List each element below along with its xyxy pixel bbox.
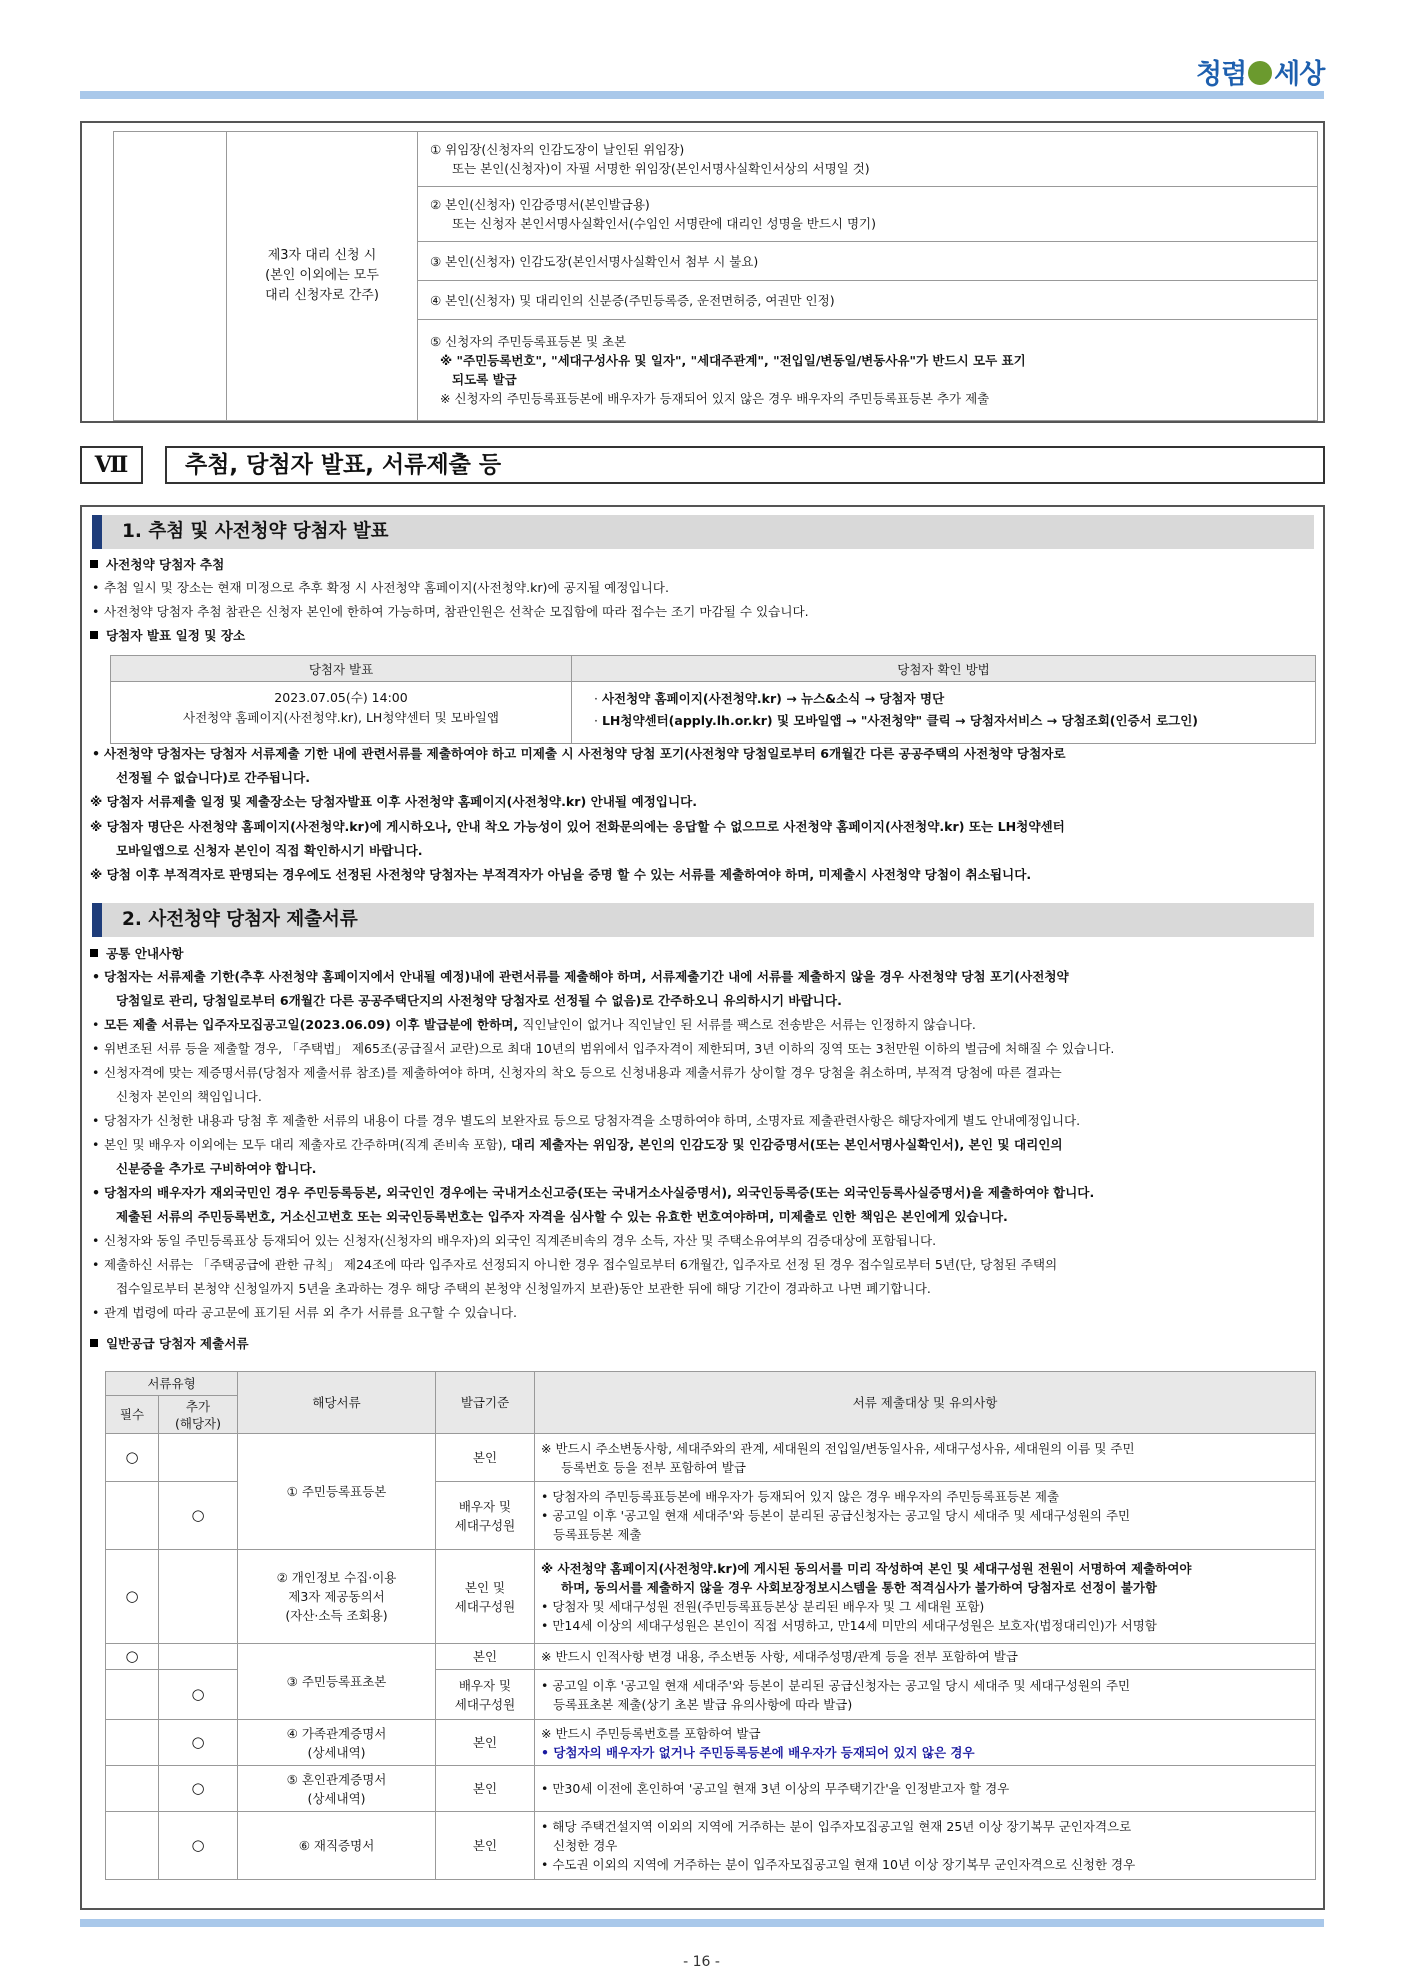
s2-p9b: 접수일로부터 본청약 신청일까지 5년을 초과하는 경우 해당 주택의 본청약 신청일까지 보관)동안 보관한 뒤에 해당 기간이 경과하고 나면 폐기합니다. — [116, 1281, 931, 1296]
col-notes: 서류 제출대상 및 유의사항 — [535, 1372, 1316, 1434]
announce-date-cell: 2023.07.05(수) 14:00 사전청약 홈페이지(사전청약.kr), LH청약센터 및 모바일앱 — [111, 682, 572, 744]
announce-method-cell: · 사전청약 홈페이지(사전청약.kr) → 뉴스&소식 → 당첨자 명단 · LH청약센터(apply.lh.or.kr) 및 모바일앱 → "사전청약" 클릭 → 당첨자서비스 → 당첨조회(인증서 로그인) — [572, 682, 1316, 744]
col-document: 해당서류 — [238, 1372, 436, 1434]
documents-table — [105, 1371, 1316, 1880]
s2-heading-docs: 일반공급 당첨자 제출서류 — [90, 1334, 249, 1354]
col-additional: 추가 (해당자) — [159, 1396, 238, 1434]
footer-bar — [80, 1919, 1324, 1927]
s2-p3: • 위변조된 서류 등을 제출할 경우, 「주택법」 제65조(공급질서 교란)으로 최대 10년의 범위에서 입주자격이 제한되며, 3년 이하의 징역 또는 3천만원 이하의 벌금에 처해질 수 있습니다. — [90, 1039, 1114, 1059]
section-title: 추첨, 당첨자 발표, 서류제출 등 — [165, 446, 1325, 484]
s1-note-3a: ※ 당첨자 명단은 사전청약 홈페이지(사전청약.kr)에 게시하오나, 안내 착오 가능성이 있어 전화문의에는 응답할 수 없으므로 사전청약 홈페이지(사전청약.kr) 또는 LH청약센터 — [90, 819, 1065, 834]
s2-p6a: • 본인 및 배우자 이외에는 모두 대리 제출자로 간주하며(직계 존비속 포함), 대리 제출자는 위임장, 본인의 인감도장 및 인감증명서(또는 본인서명사실확인서), 본인 및 대리인의 — [90, 1135, 1063, 1155]
logo-mark-icon — [1248, 61, 1272, 85]
s2-p5: • 당첨자가 신청한 내용과 당첨 후 제출한 서류의 내용이 다를 경우 별도의 보완자료 등으로 당첨자격을 소명하여야 하며, 소명자료 제출관련사항은 해당자에게 별도 안내예정입니다. — [90, 1111, 1080, 1131]
logo: 청렴 세상 — [1196, 59, 1325, 90]
r3-note-1: ※ 반드시 인적사항 변경 내용, 주소변동 사항, 세대주성명/관계 등을 전부 포함하여 발급 — [535, 1644, 1316, 1670]
header-bar — [80, 91, 1324, 99]
s1-bullet-2: • 사전청약 당첨자 추첨 참관은 신청자 본인에 한하여 가능하며, 참관인원은 선착순 모집함에 따라 접수는 조기 마감될 수 있습니다. — [90, 602, 809, 622]
r3-document: ③ 주민등록표초본 — [238, 1644, 436, 1720]
r2-required: ○ — [106, 1550, 159, 1644]
s2-p2: • 모든 제출 서류는 입주자모집공고일(2023.06.09) 이후 발급분에 한하며, 직인날인이 없거나 직인날인 된 서류를 팩스로 전송받은 서류는 인정하지 않습니다. — [90, 1015, 976, 1035]
r4-notes: ※ 반드시 주민등록번호를 포함하여 발급 • 당첨자의 배우자가 없거나 주민등록등본에 배우자가 등재되어 있지 않은 경우 — [535, 1720, 1316, 1766]
r3-issue-self: 본인 — [436, 1644, 535, 1670]
s2-p7a: • 당첨자의 배우자가 재외국민인 경우 주민등록등본, 외국인인 경우에는 국내거소신고증(또는 국내거소사실증명서), 외국인등록증(또는 외국인등록사실증명서)을 제출하여야 합니다. — [90, 1183, 1094, 1203]
announce-table — [110, 655, 1316, 744]
page-number: - 16 - — [683, 1954, 720, 1970]
s2-p7b: 제출된 서류의 주민등록번호, 거소신고번호 또는 외국인등록번호는 입주자 자격을 심사할 수 있는 유효한 번호여야하며, 미제출로 인한 책임은 본인에게 있습니다. — [116, 1209, 1008, 1224]
subsection-1-title: 1. 추첨 및 사전청약 당첨자 발표 — [92, 515, 1314, 549]
r5-additional: ○ — [159, 1766, 238, 1812]
proxy-item-5: ⑤ 신청자의 주민등록표등본 및 초본 ※ "주민등록번호", "세대구성사유 및 일자", "세대주관계", "전입일/변동일/변동사유"가 반드시 모두 표기 되도록 발급 ※ 신청자의 주민등록표등본에 배우자가 등재되어 있지 않은 경우 배우자의 주민등록표등본 추가 제출 — [418, 320, 1318, 421]
s1-note-2: ※ 당첨자 서류제출 일정 및 제출장소는 당첨자발표 이후 사전청약 홈페이지(사전청약.kr) 안내될 예정입니다. — [90, 794, 698, 809]
r6-issue: 본인 — [436, 1812, 535, 1880]
s2-p4b: 신청자 본인의 책임입니다. — [116, 1089, 262, 1104]
announce-col-date: 당첨자 발표 — [111, 656, 572, 682]
r1-note-2: • 당첨자의 주민등록표등본에 배우자가 등재되어 있지 않은 경우 배우자의 주민등록표등본 제출 • 공고일 이후 '공고일 현재 세대주'와 등본이 분리된 공급신청자는 공고일 당시 세대주 및 세대구성원의 주민 등록표등본 제출 — [535, 1482, 1316, 1550]
proxy-table — [113, 131, 1318, 421]
r6-notes: • 해당 주택건설지역 이외의 지역에 거주하는 분이 입주자모집공고일 현재 25년 이상 장기복무 군인자격으로 신청한 경우 • 수도권 이외의 지역에 거주하는 분이 입주자모집공고일 현재 10년 이상 장기복무 군인자격으로 신청한 경우 — [535, 1812, 1316, 1880]
r2-issue: 본인 및 세대구성원 — [436, 1550, 535, 1644]
r1-document: ① 주민등록표등본 — [238, 1434, 436, 1550]
r3-required: ○ — [106, 1644, 159, 1670]
proxy-item-2: ② 본인(신청자) 인감증명서(본인발급용) 또는 신청자 본인서명사실확인서(수임인 서명란에 대리인 성명을 반드시 명기) — [418, 187, 1318, 242]
section-number: Ⅶ — [80, 446, 143, 484]
s1-bullet-1: • 추첨 일시 및 장소는 현재 미정으로 추후 확정 시 사전청약 홈페이지(사전청약.kr)에 공지될 예정입니다. — [90, 578, 669, 598]
r1-issue-self: 본인 — [436, 1434, 535, 1482]
s2-p1a: • 당첨자는 서류제출 기한(추후 사전청약 홈페이지에서 안내될 예정)내에 관련서류를 제출해야 하며, 서류제출기간 내에 서류를 제출하지 않을 경우 사전청약 당첨 포기(사전청약 — [90, 967, 1069, 987]
col-required: 필수 — [106, 1396, 159, 1434]
r1-issue-spouse: 배우자 및 세대구성원 — [436, 1482, 535, 1550]
proxy-item-3: ③ 본인(신청자) 인감도장(본인서명사실확인서 첨부 시 불요) — [418, 242, 1318, 281]
proxy-item-1: ① 위임장(신청자의 인감도장이 날인된 위임장) 또는 본인(신청자)이 자필 서명한 위임장(본인서명사실확인서상의 서명일 것) — [418, 132, 1318, 187]
s2-p1b: 당첨일로 관리, 당첨일로부터 6개월간 다른 공공주택단지의 사전청약 당첨자로 선정될 수 없음)로 간주하오니 유의하시기 바랍니다. — [116, 993, 842, 1008]
section-header — [80, 446, 1325, 486]
s1-heading-schedule: 당첨자 발표 일정 및 장소 — [90, 626, 245, 646]
r3-additional: ○ — [159, 1670, 238, 1720]
s1-note-1b: 선정될 수 없습니다)로 간주됩니다. — [116, 770, 311, 785]
s1-note-1a: • 사전청약 당첨자는 당첨자 서류제출 기한 내에 관련서류를 제출하여야 하고 미제출 시 사전청약 당첨 포기(사전청약 당첨일로부터 6개월간 다른 공공주택의 사전청약 당첨자로 — [90, 744, 1066, 764]
s2-p9a: • 제출하신 서류는 「주택공급에 관한 규칙」 제24조에 따라 입주자로 선정되지 아니한 경우 접수일로부터 6개월간, 입주자로 선정 된 경우 접수일로부터 5년(단, 당첨된 주택의 — [90, 1255, 1057, 1275]
proxy-label: 제3자 대리 신청 시 (본인 이외에는 모두 대리 신청자로 간주) — [227, 132, 418, 421]
r5-issue: 본인 — [436, 1766, 535, 1812]
announce-col-method: 당첨자 확인 방법 — [572, 656, 1316, 682]
s2-p4a: • 신청자격에 맞는 제증명서류(당첨자 제출서류 참조)를 제출하여야 하며, 신청자의 착오 등으로 신청내용과 제출서류가 상이할 경우 당첨을 취소하며, 부적격 당첨에 따른 결과는 — [90, 1063, 1062, 1083]
r5-document: ⑤ 혼인관계증명서 (상세내역) — [238, 1766, 436, 1812]
r1-additional: ○ — [159, 1482, 238, 1550]
col-doc-type: 서류유형 — [106, 1372, 238, 1396]
r5-notes: • 만30세 이전에 혼인하여 '공고일 현재 3년 이상의 무주택기간'을 인정받고자 할 경우 — [535, 1766, 1316, 1812]
s1-heading-draw: 사전청약 당첨자 추첨 — [90, 555, 224, 575]
s2-heading-common: 공통 안내사항 — [90, 944, 183, 964]
s2-p8: • 신청자와 동일 주민등록표상 등재되어 있는 신청자(신청자의 배우자)의 외국인 직계존비속의 경우 소득, 자산 및 주택소유여부의 검증대상에 포함됩니다. — [90, 1231, 936, 1251]
subsection-2-title: 2. 사전청약 당첨자 제출서류 — [92, 903, 1314, 937]
s2-p10: • 관계 법령에 따라 공고문에 표기된 서류 외 추가 서류를 요구할 수 있습니다. — [90, 1303, 517, 1323]
s1-note-3b: 모바일앱으로 신청자 본인이 직접 확인하시기 바랍니다. — [116, 843, 423, 858]
r6-document: ⑥ 재직증명서 — [238, 1812, 436, 1880]
s1-note-4: ※ 당첨 이후 부적격자로 판명되는 경우에도 선정된 사전청약 당첨자는 부적격자가 아님을 증명 할 수 있는 서류를 제출하여야 하며, 미제출시 사전청약 당첨이 취소됩니다. — [90, 867, 1032, 882]
r3-note-2: • 공고일 이후 '공고일 현재 세대주'와 등본이 분리된 공급신청자는 공고일 당시 세대주 및 세대구성원의 주민 등록표초본 제출(상기 초본 발급 유의사항에 따라 발급) — [535, 1670, 1316, 1720]
r4-additional: ○ — [159, 1720, 238, 1766]
proxy-empty-cell — [114, 132, 227, 421]
proxy-item-4: ④ 본인(신청자) 및 대리인의 신분증(주민등록증, 운전면허증, 여권만 인정) — [418, 281, 1318, 320]
r2-notes: ※ 사전청약 홈페이지(사전청약.kr)에 게시된 동의서를 미리 작성하여 본인 및 세대구성원 전원이 서명하여 제출하여야 하며, 동의서를 제출하지 않을 경우 사회보장정보시스템을 통한 적격심사가 불가하여 당첨자로 선정이 불가함 • 당첨자 및 세대구성원 전원(주민등록표등본상 분리된 배우자 및 그 세대원 포함) • 만14세 이상의 세대구성원은 본인이 직접 서명하고, 만14세 미만의 세대구성원은 보호자(법정대리인)가 서명함 — [535, 1550, 1316, 1644]
r3-issue-spouse: 배우자 및 세대구성원 — [436, 1670, 535, 1720]
r1-required: ○ — [106, 1434, 159, 1482]
col-issue-basis: 발급기준 — [436, 1372, 535, 1434]
r6-additional: ○ — [159, 1812, 238, 1880]
r2-document: ② 개인정보 수집·이용 제3자 제공동의서 (자산·소득 조회용) — [238, 1550, 436, 1644]
r1-note-1: ※ 반드시 주소변동사항, 세대주와의 관계, 세대원의 전입일/변동일사유, 세대구성사유, 세대원의 이름 및 주민 등록번호 등을 전부 포함하여 발급 — [535, 1434, 1316, 1482]
s2-p6b: 신분증을 추가로 구비하여야 합니다. — [116, 1161, 317, 1176]
r4-issue: 본인 — [436, 1720, 535, 1766]
r4-document: ④ 가족관계증명서 (상세내역) — [238, 1720, 436, 1766]
